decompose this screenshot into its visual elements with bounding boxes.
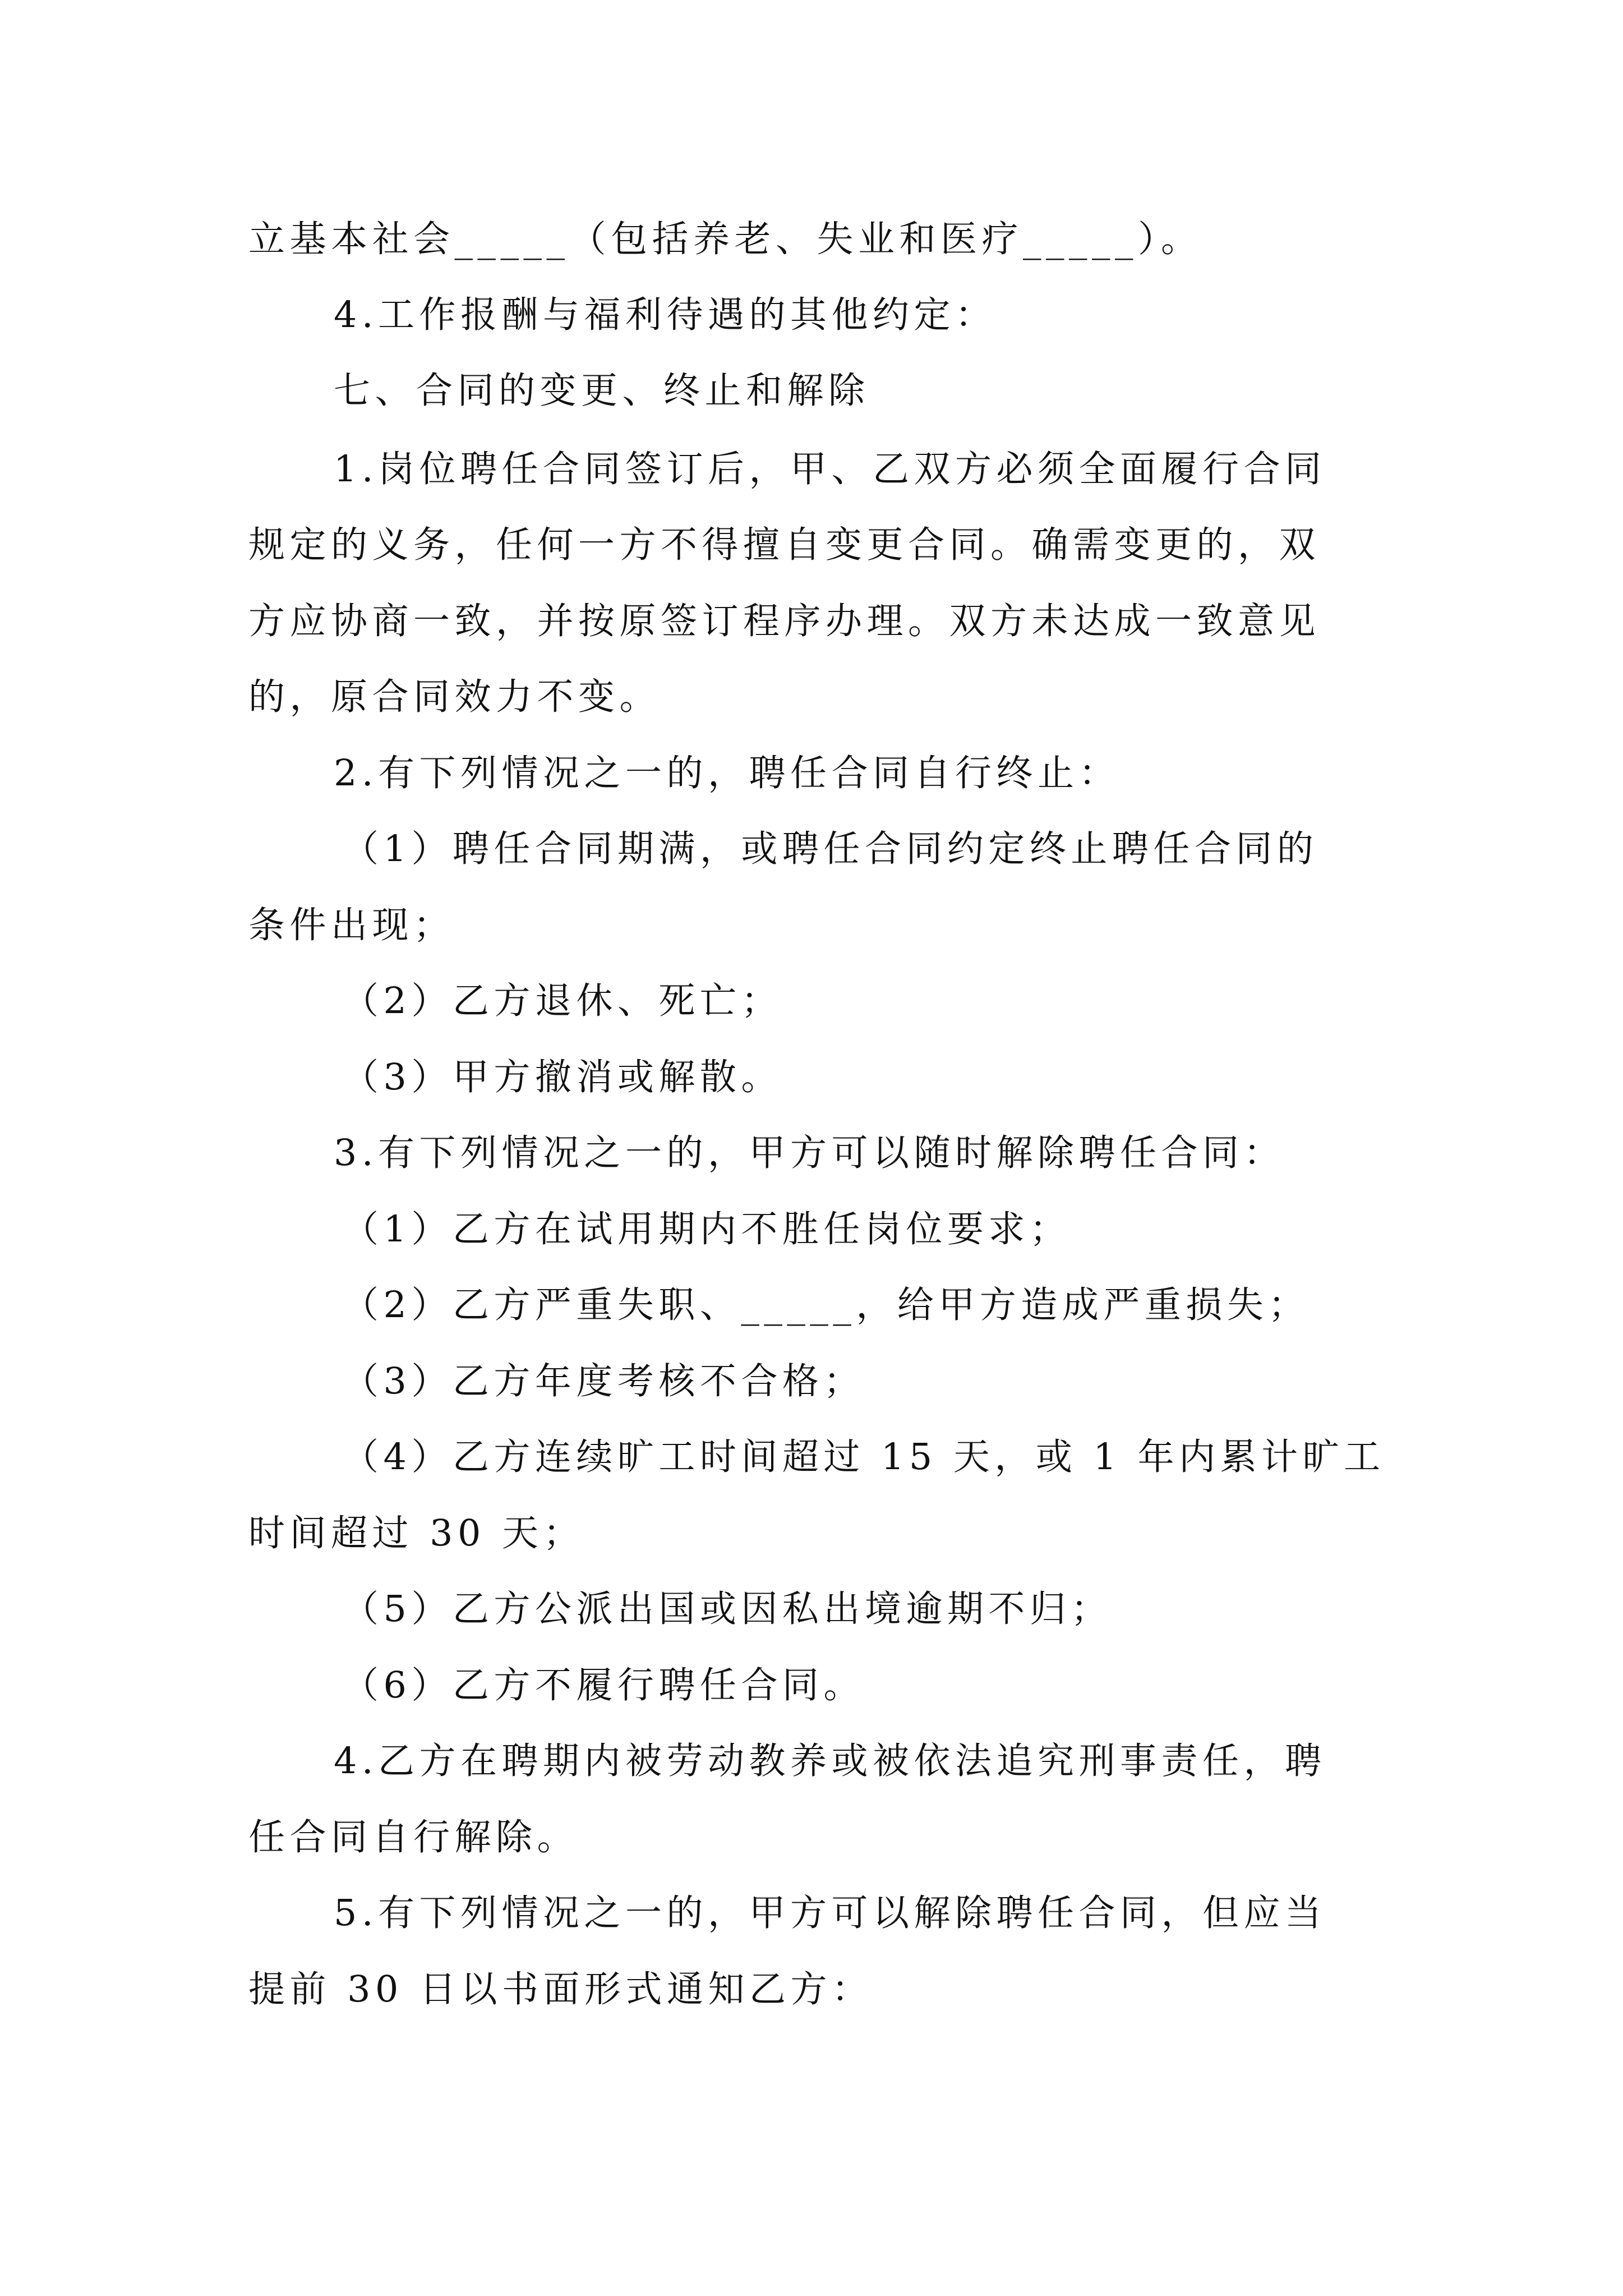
text-line: （4）乙方连续旷工时间超过 15 天，或 1 年内累计旷工 (342, 1436, 1385, 1478)
text-line: （3）甲方撤消或解散。 (342, 1056, 782, 1098)
text-line: （6）乙方不履行聘任合同。 (342, 1664, 865, 1706)
text-line: （2）乙方严重失职、_____，给甲方造成严重损失； (342, 1284, 1310, 1326)
text-line: 条件出现； (248, 904, 455, 946)
section-heading: 七、合同的变更、终止和解除 (334, 370, 870, 412)
text-line: 立基本社会_____（包括养老、失业和医疗_____）。 (248, 218, 1202, 260)
text-line: 5.有下列情况之一的，甲方可以解除聘任合同，但应当 (334, 1892, 1326, 1934)
text-line: 规定的义务，任何一方不得擅自变更合同。确需变更的，双 (248, 524, 1321, 566)
text-line: 提前 30 日以书面形式通知乙方： (248, 1968, 873, 2010)
text-line: （3）乙方年度考核不合格； (342, 1360, 865, 1402)
text-line: 的，原合同效力不变。 (248, 676, 661, 718)
text-line: 3.有下列情况之一的，甲方可以随时解除聘任合同： (334, 1132, 1285, 1174)
text-line: （1）聘任合同期满，或聘任合同约定终止聘任合同的 (342, 828, 1318, 870)
text-line: 2.有下列情况之一的，聘任合同自行终止： (334, 752, 1121, 794)
text-line: 1.岗位聘任合同签订后，甲、乙双方必须全面履行合同 (334, 448, 1326, 490)
text-line: （2）乙方退休、死亡； (342, 980, 782, 1022)
text-line: 任合同自行解除。 (248, 1816, 579, 1858)
text-line: 4.乙方在聘期内被劳动教养或被依法追究刑事责任，聘 (334, 1740, 1326, 1782)
text-line: 4.工作报酬与福利待遇的其他约定： (334, 294, 997, 336)
text-line: （5）乙方公派出国或因私出境逾期不归； (342, 1588, 1112, 1630)
text-line: 时间超过 30 天； (248, 1512, 585, 1554)
text-line: 方应协商一致，并按原签订程序办理。双方未达成一致意见 (248, 600, 1321, 642)
text-line: （1）乙方在试用期内不胜任岗位要求； (342, 1208, 1071, 1250)
